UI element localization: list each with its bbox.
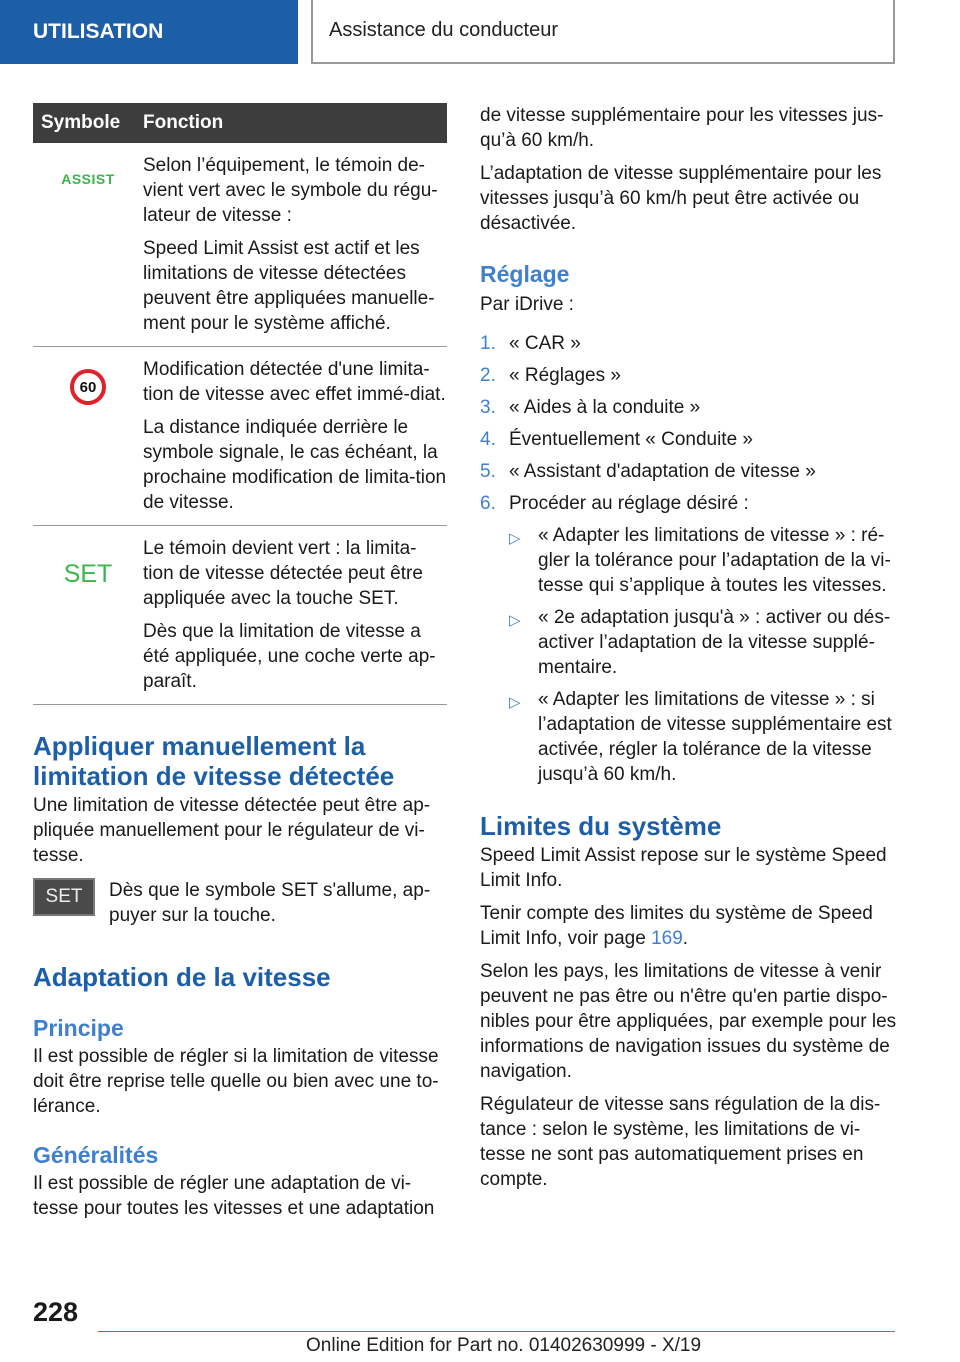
list-item: 1. « CAR » xyxy=(480,333,581,354)
reglage-intro: Par iDrive : xyxy=(480,294,574,315)
page-title: Assistance du conducteur xyxy=(311,0,895,64)
list-item: 5. « Assistant d'adaptation de vitesse » xyxy=(480,461,816,482)
column-header-function: Fonction xyxy=(143,112,224,133)
limites-text-4: Régulateur de vitesse sans régulation de la dis-tance : selon le système, les limitations de vi-tesse ne sont pas automatiquement prises en compte. xyxy=(480,1094,881,1190)
manual-text: Une limitation de vitesse détectée peut être ap-pliquée manuellement pour le régulateur de vi-tesse. xyxy=(33,795,431,866)
generalites-continued: de vitesse supplémentaire pour les vitesses jus-qu’à 60 km/h. xyxy=(480,105,884,151)
section-heading-limites: Limites du système xyxy=(480,811,722,841)
subheading-generalites: Généralités xyxy=(33,1142,159,1168)
triangle-bullet-icon: ▷ xyxy=(509,612,521,629)
generalites-text-2: L’adaptation de vitesse supplémentaire pour les vitesses jusqu’à 60 km/h peut être activée ou désactivée. xyxy=(480,163,882,234)
subheading-reglage: Réglage xyxy=(480,261,570,287)
section-heading-adaptation: Adaptation de la vitesse xyxy=(33,962,331,992)
list-item: ▷ « Adapter les limitations de vitesse » : si l’adaptation de vitesse supplémentaire est activée, régler la tolérance de la vitesse jusqu’à 60 km/h. xyxy=(509,689,892,785)
row-text: Speed Limit Assist est actif et les limitations de vitesse détectées peuvent être appliquées manuelle-ment pour le système affiché. xyxy=(143,238,435,334)
generalites-text: Il est possible de régler une adaptation de vi-tesse pour toutes les vitesses et une adaptation xyxy=(33,1173,435,1219)
assist-icon: ASSIST xyxy=(61,171,115,187)
left-column xyxy=(33,103,447,1221)
page-number: 228 xyxy=(33,1297,79,1327)
reglage-options xyxy=(509,523,898,787)
set-key-instruction xyxy=(33,878,447,928)
limites-text-1: Speed Limit Assist repose sur le système Speed Limit Info. xyxy=(480,845,887,891)
set-key-icon: SET xyxy=(33,878,95,916)
list-item: 3. « Aides à la conduite » xyxy=(480,397,701,418)
section-heading-manual: Appliquer manuellement la limitation de vitesse détectée xyxy=(33,731,395,791)
list-item: 6. Procéder au réglage désiré : xyxy=(480,493,749,514)
limites-text-2: Tenir compte des limites du système de Speed Limit Info, voir page 169. xyxy=(480,903,873,949)
reglage-steps xyxy=(480,331,898,516)
page-link[interactable]: 169 xyxy=(651,928,683,949)
list-item: 4. Éventuellement « Conduite » xyxy=(480,429,753,450)
triangle-bullet-icon: ▷ xyxy=(509,530,521,547)
table-row xyxy=(33,347,447,526)
principe-text: Il est possible de régler si la limitation de vitesse doit être reprise telle quelle ou bien avec une to-lérance. xyxy=(33,1046,439,1117)
table-row xyxy=(33,143,447,347)
set-icon: SET xyxy=(63,560,113,588)
column-header-symbol: Symbole xyxy=(41,112,121,133)
row-text: Selon l’équipement, le témoin de-vient vert avec le symbole du régu-lateur de vitesse : xyxy=(143,155,438,226)
subheading-principe: Principe xyxy=(33,1015,124,1041)
table-row xyxy=(33,526,447,705)
symbol-table xyxy=(33,103,447,705)
table-header xyxy=(33,103,447,143)
row-text: Dès que la limitation de vitesse a été appliquée, une coche verte ap-paraît. xyxy=(143,621,436,692)
right-column xyxy=(480,103,898,1192)
list-item: ▷ « Adapter les limitations de vitesse » : ré-gler la tolérance pour l’adaptation de la vi-tesse qui s’applique à toutes les vitesses. xyxy=(509,525,891,596)
triangle-bullet-icon: ▷ xyxy=(509,694,521,711)
row-text: La distance indiquée derrière le symbole signale, le cas échéant, la prochaine modification de limita-tion de vitesse. xyxy=(143,417,447,513)
limites-text-3: Selon les pays, les limitations de vitesse à venir peuvent ne pas être ou n'être qu'en partie dispo-nibles pour être appliquées, par exemple pour les informations de navigation issues du système de navigation. xyxy=(480,961,897,1082)
section-tab: UTILISATION xyxy=(0,0,298,64)
list-item: 2. « Réglages » xyxy=(480,365,621,386)
footer-divider xyxy=(98,1331,895,1332)
list-item: ▷ « 2e adaptation jusqu'à » : activer ou dés-activer l’adaptation de la vitesse supplé-mentaire. xyxy=(509,607,891,678)
row-text: Le témoin devient vert : la limita-tion de vitesse détectée peut être appliquée avec la touche SET. xyxy=(143,538,423,609)
footer-edition: Online Edition for Part no. 01402630999 - X/19 xyxy=(306,1335,702,1356)
speed-limit-sign-icon: 60 xyxy=(70,369,106,405)
row-text: Modification détectée d'une limita-tion de vitesse avec effet immé-diat. xyxy=(143,359,446,405)
set-key-text: Dès que le symbole SET s'allume, ap-puyer sur la touche. xyxy=(109,880,431,926)
